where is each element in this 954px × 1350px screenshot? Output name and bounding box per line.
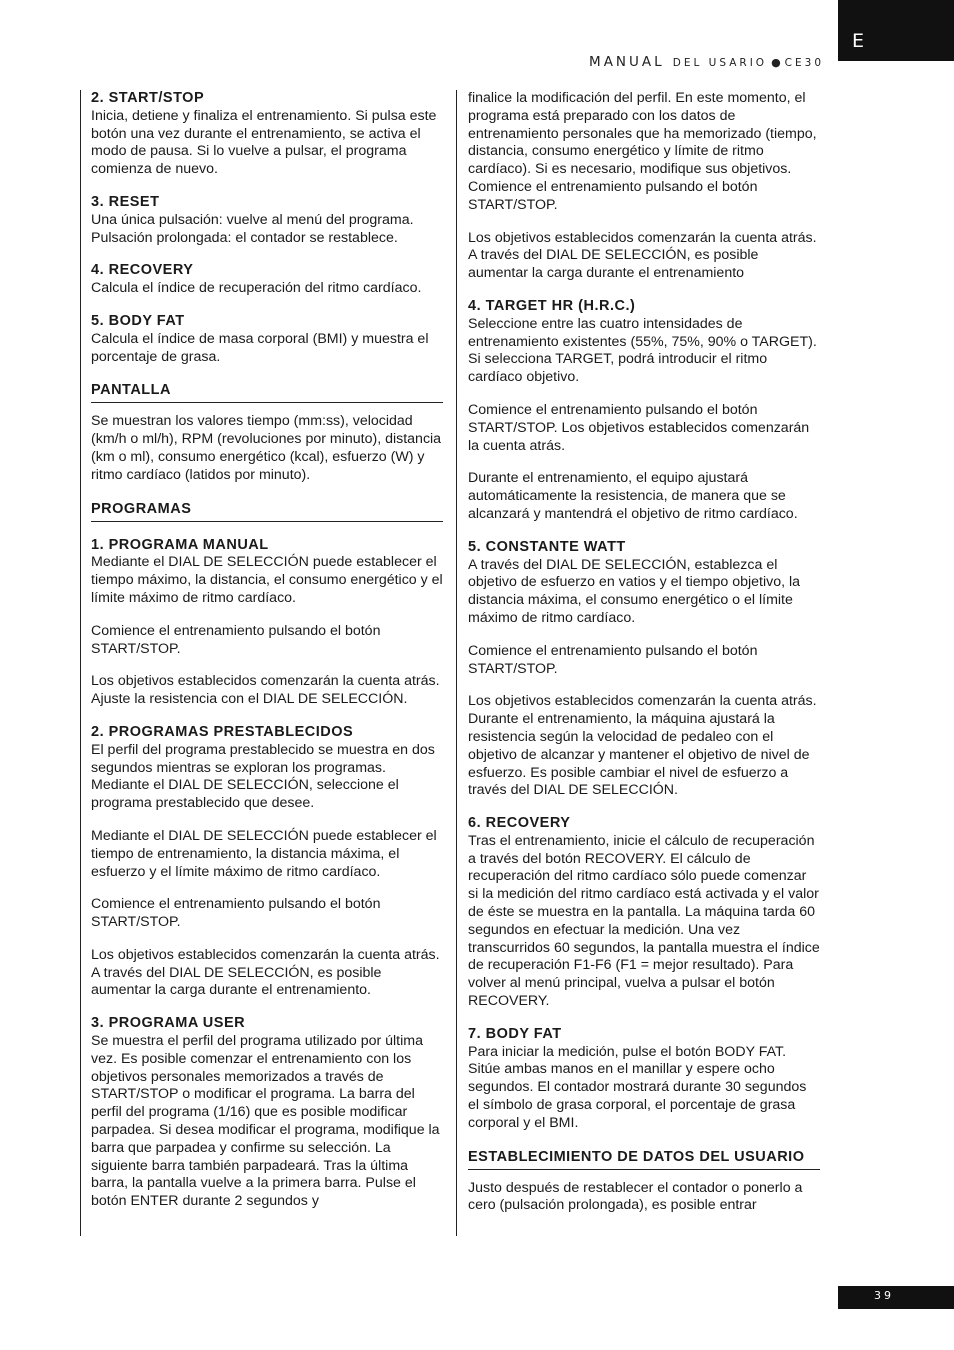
section-5-constante-watt — [468, 539, 820, 800]
section-6-recovery — [468, 815, 820, 1011]
paragraph: Los objetivos establecidos comenzarán la cuenta atrás. A través del DIAL DE SELECCIÓN, es posible aumentar la carga durante el entrenamiento — [468, 229, 817, 282]
paragraph: Se muestra el perfil del programa utilizado por última vez. Es posible comenzar el entrenamiento con los objetivos personales memorizados a través de START/STOP o modificar el programa. La barra del perfil del programa (1/16) que es posible modificar parpadea. Si desea modificar el programa, modifique la barra que parpadea y confirme su selección. La siguiente barra también parpadeará. Tras la última barra, la pantalla vuelve a la primera barra. Pulse el botón ENTER durante 2 segundos y — [91, 1033, 440, 1210]
paragraph: Comience el entrenamiento pulsando el botón START/STOP. — [91, 622, 381, 657]
section-continued — [468, 90, 820, 283]
paragraph: Inicia, detiene y finaliza el entrenamiento. Si pulsa este botón una vez durante el entrenamiento, se activa el modo de pausa. Si lo vuelve a pulsar, el programa comienza de nuevo. — [91, 107, 437, 178]
header-subtitle: DEL USARIO — [672, 57, 768, 69]
subsection-heading: 6. RECOVERY — [468, 815, 571, 832]
paragraph: finalice la modificación del perfil. En este momento, el programa está preparado con los datos de entrenamiento personales que ha memorizado (tiempo, distancia, consumo energético y límite de ritmo cardíaco). Si es necesario, modifique sus objetivos. Comience el entrenamiento pulsando el botón START/STOP. — [468, 90, 817, 213]
page-number: 39 — [838, 1286, 954, 1309]
language-tab: E — [838, 0, 954, 61]
paragraph: Mediante el DIAL DE SELECCIÓN puede establecer el tiempo de entrenamiento, la distancia máxima, el esfuerzo y el límite máximo de ritmo cardíaco. — [91, 827, 437, 880]
paragraph: Comience el entrenamiento pulsando el botón START/STOP. — [468, 642, 758, 677]
section-4-target-hr-h-r-c — [468, 298, 820, 524]
section-heading: ESTABLECIMIENTO DE DATOS DEL USUARIO — [468, 1148, 820, 1170]
paragraph: Seleccione entre las cuatro intensidades de entrenamiento existentes (55%, 75%, 90% o TARGET). Si selecciona TARGET, podrá introducir el ritmo cardíaco objetivo. — [468, 315, 817, 386]
section-programas — [91, 500, 443, 522]
section-3-programa-user — [91, 1015, 443, 1211]
subsection-heading: 5. CONSTANTE WATT — [468, 538, 626, 555]
section-heading: PANTALLA — [91, 381, 443, 403]
section-4-recovery — [91, 262, 443, 298]
right-column — [468, 90, 820, 1230]
paragraph: Se muestran los valores tiempo (mm:ss), velocidad (km/h o ml/h), RPM (revoluciones por minuto), distancia (km o ml), consumo energético (kcal), esfuerzo (W) y ritmo cardíaco (latidos por minuto). — [91, 413, 442, 483]
section-5-body-fat — [91, 313, 443, 366]
paragraph: Una única pulsación: vuelve al menú del programa. Pulsación prolongada: el contador se restablece. — [91, 211, 414, 246]
center-column-rule — [456, 90, 457, 1236]
paragraph: Durante el entrenamiento, el equipo ajustará automáticamente la resistencia, de manera que se alcanzará y mantendrá el objetivo de ritmo cardíaco. — [468, 470, 798, 522]
paragraph: Mediante el DIAL DE SELECCIÓN puede establecer el tiempo máximo, la distancia, el consumo energético y el límite máximo de ritmo cardíaco. — [91, 554, 443, 606]
page-header — [589, 53, 824, 71]
subsection-heading: 2. START/STOP — [91, 90, 205, 106]
paragraph: Para iniciar la medición, pulse el botón BODY FAT. Sitúe ambas manos en el manillar y espere ocho segundos. El contador mostrará durante 30 segundos el símbolo de grasa corporal, el porcentaje de grasa corporal y el BMI. — [468, 1043, 807, 1131]
paragraph: Los objetivos establecidos comenzarán la cuenta atrás. Durante el entrenamiento, la máquina ajustará la resistencia según la velocidad de pedaleo con el objetivo de alcanzar y mantener el objetivo de nivel de esfuerzo. Es posible cambiar el nivel de esfuerzo a través del DIAL DE SELECCIÓN. — [468, 693, 817, 799]
section-1-programa-manual — [91, 537, 443, 709]
paragraph: Comience el entrenamiento pulsando el botón START/STOP. — [91, 896, 381, 931]
paragraph: Tras el entrenamiento, inicie el cálculo de recuperación a través del botón RECOVERY. El cálculo de recuperación del ritmo cardíaco sólo puede comenzar si la medición del ritmo cardíaco está activada y el valor de éste se muestra en la pantalla. La máquina tarda 60 segundos en efectuar la medición. Una vez transcurridos 60 segundos, la pantalla muestra el índice de recuperación F1-F6 (F1 = mejor resultado). Para volver al menú principal, vuelva a pulsar el botón RECOVERY. — [468, 832, 820, 1010]
paragraph: Los objetivos establecidos comenzarán la cuenta atrás. Ajuste la resistencia con el DIAL DE SELECCIÓN. — [91, 673, 440, 708]
paragraph: Justo después de restablecer el contador o ponerlo a cero (pulsación prolongada), es posible entrar — [468, 1179, 803, 1214]
header-manual: MANUAL — [589, 54, 665, 70]
subsection-heading: 3. PROGRAMA USER — [91, 1015, 246, 1032]
section-heading: PROGRAMAS — [91, 500, 443, 522]
section-pantalla — [91, 381, 443, 484]
subsection-heading: 7. BODY FAT — [468, 1025, 562, 1042]
section-2-start-stop — [91, 90, 443, 179]
left-column-rule — [80, 90, 81, 1236]
header-model: CE30 — [784, 57, 824, 69]
paragraph: Los objetivos establecidos comenzarán la cuenta atrás. A través del DIAL DE SELECCIÓN, es posible aumentar la carga durante el entrenamiento. — [91, 946, 440, 999]
subsection-heading: 4. RECOVERY — [91, 262, 194, 279]
subsection-heading: 1. PROGRAMA MANUAL — [91, 536, 269, 553]
paragraph: Calcula el índice de masa corporal (BMI) y muestra el porcentaje de grasa. — [91, 330, 429, 365]
header-bullet: ● — [771, 56, 781, 69]
paragraph: Comience el entrenamiento pulsando el botón START/STOP. Los objetivos establecidos comenzarán la cuenta atrás. — [468, 401, 810, 454]
subsection-heading: 5. BODY FAT — [91, 312, 185, 329]
section-2-programas-prestablecidos — [91, 724, 443, 1000]
subsection-heading: 2. PROGRAMAS PRESTABLECIDOS — [91, 723, 354, 740]
paragraph: A través del DIAL DE SELECCIÓN, establezca el objetivo de esfuerzo en vatios y el tiempo objetivo, la distancia máxima, el consumo energético o el límite máximo de ritmo cardíaco. — [468, 556, 801, 626]
section-establecimiento-de-datos-del-usuario — [468, 1148, 820, 1216]
left-column — [91, 90, 443, 1226]
paragraph: El perfil del programa prestablecido se muestra en dos segundos mientras se exploran los programas. Mediante el DIAL DE SELECCIÓN, seleccione el programa prestablecido que desee. — [91, 741, 435, 812]
subsection-heading: 3. RESET — [91, 193, 160, 210]
section-3-reset — [91, 194, 443, 247]
paragraph: Calcula el índice de recuperación del ritmo cardíaco. — [91, 280, 422, 297]
subsection-heading: 4. TARGET HR (H.R.C.) — [468, 297, 636, 314]
section-7-body-fat — [468, 1026, 820, 1133]
